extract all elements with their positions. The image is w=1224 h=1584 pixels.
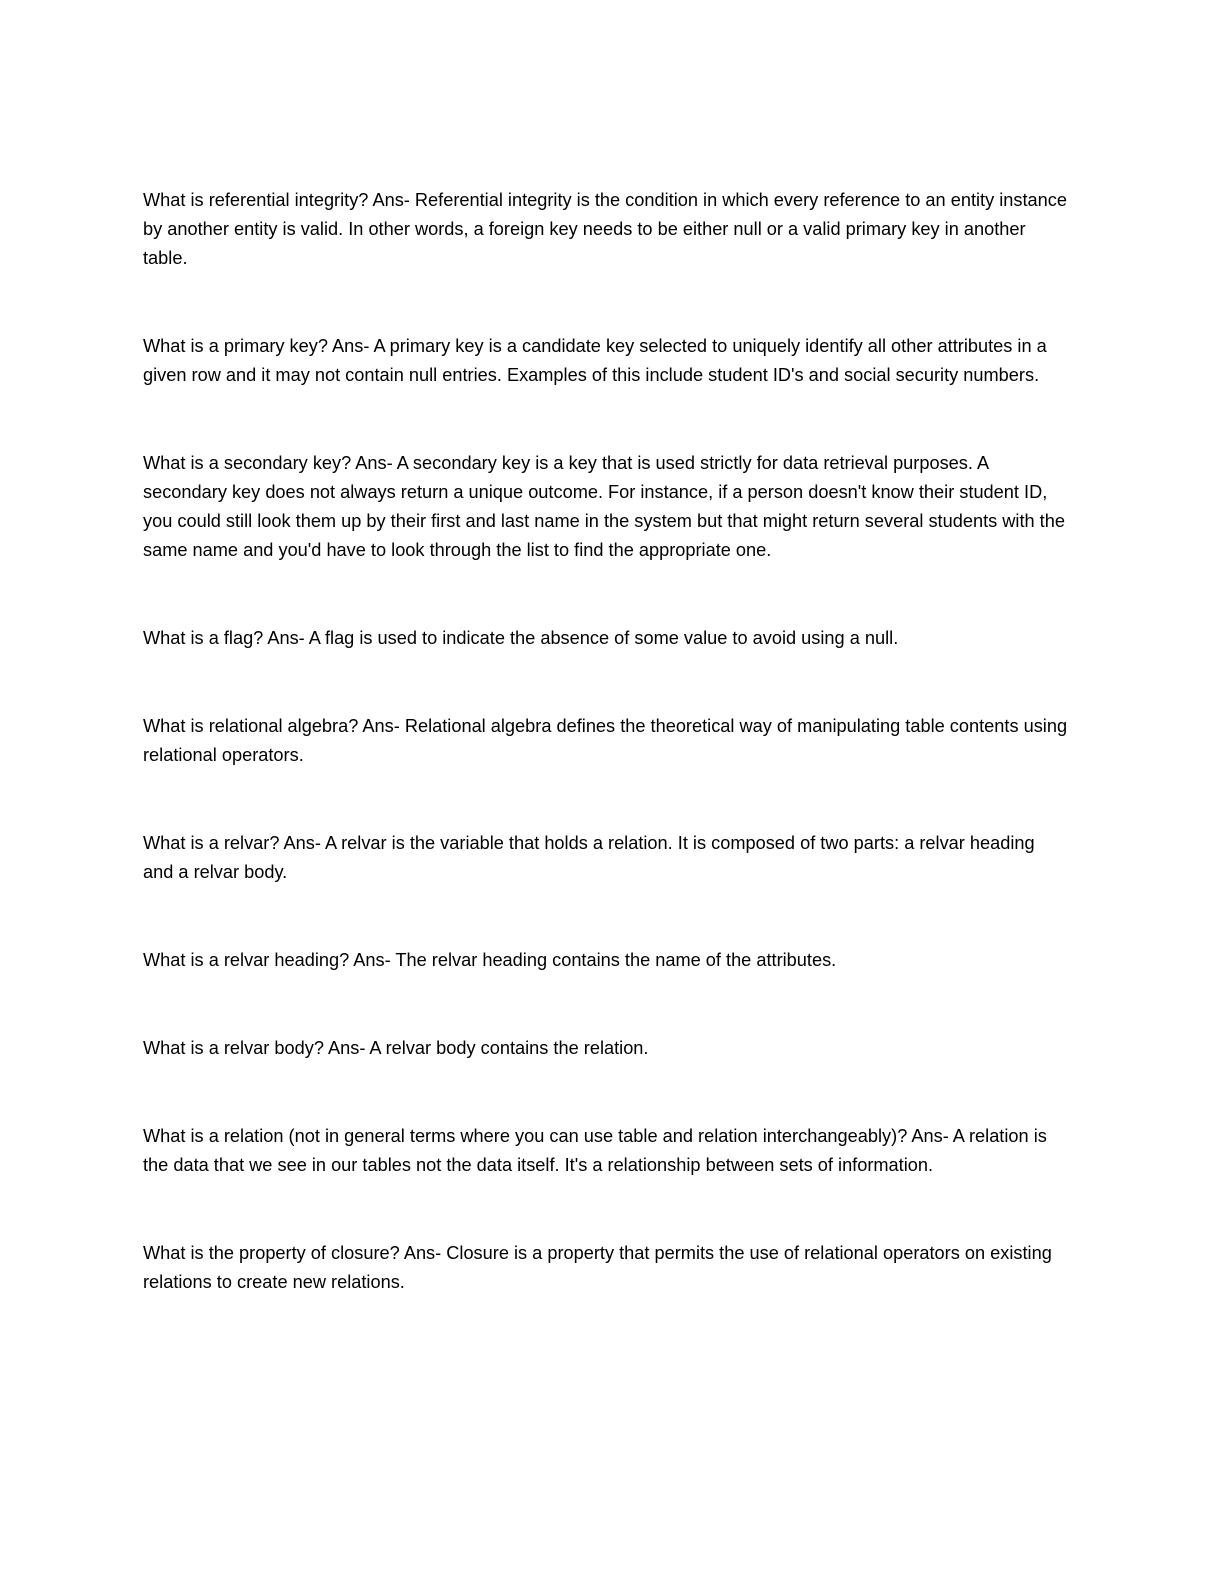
qa-property-of-closure: What is the property of closure? Ans- Closure is a property that permits the use of relational operators on existing relations to create new relations.: [143, 1243, 1052, 1292]
qa-primary-key: What is a primary key? Ans- A primary key is a candidate key selected to uniquely identify all other attributes in a given row and it may not contain null entries. Examples of this include student ID's and social security numbers.: [143, 336, 1047, 385]
qa-relvar-body: What is a relvar body? Ans- A relvar body contains the relation.: [143, 1038, 649, 1058]
qa-referential-integrity: What is referential integrity? Ans- Referential integrity is the condition in which every reference to an entity instance by another entity is valid. In other words, a foreign key needs to be either null or a valid primary key in another table.: [143, 190, 1067, 268]
qa-relation: What is a relation (not in general terms where you can use table and relation interchangeably)? Ans- A relation is the data that we see in our tables not the data itself. It's a relationship between sets of information.: [143, 1126, 1047, 1175]
qa-secondary-key: What is a secondary key? Ans- A secondary key is a key that is used strictly for data retrieval purposes. A secondary key does not always return a unique outcome. For instance, if a person doesn't know their student ID, you could still look them up by their first and last name in the system but that might return several students with the same name and you'd have to look through the list to find the appropriate one.: [143, 453, 1065, 560]
qa-relvar: What is a relvar? Ans- A relvar is the variable that holds a relation. It is composed of two parts: a relvar heading and a relvar body.: [143, 833, 1035, 882]
qa-relvar-heading: What is a relvar heading? Ans- The relvar heading contains the name of the attributes.: [143, 950, 837, 970]
qa-flag: What is a flag? Ans- A flag is used to indicate the absence of some value to avoid using a null.: [143, 628, 899, 648]
document-body: [143, 186, 1068, 1356]
qa-relational-algebra: What is relational algebra? Ans- Relational algebra defines the theoretical way of manipulating table contents using relational operators.: [143, 716, 1068, 765]
